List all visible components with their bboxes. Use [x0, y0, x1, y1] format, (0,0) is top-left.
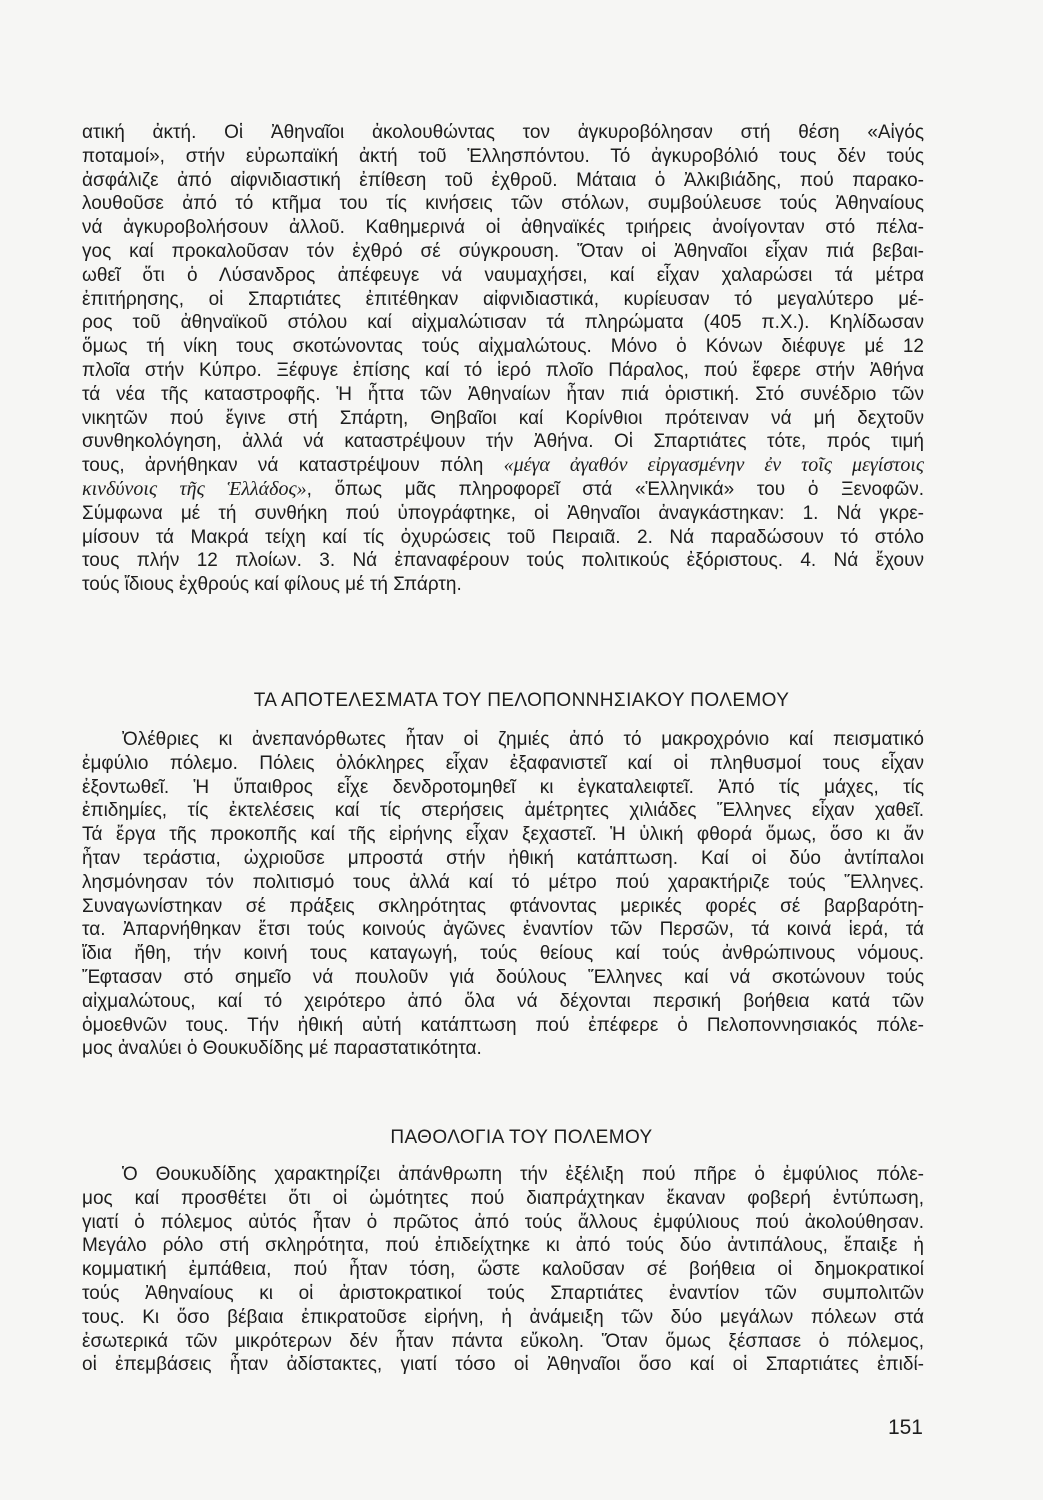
text-line: ἴδια ἤθη, τήν κοινή τους καταγωγή, τούς θείους καί τούς ἀνθρώπινους νόμους.	[82, 943, 924, 965]
text-line: ατική ἀκτή. Οἱ Ἀθηναῖοι ἀκολουθώντας τον ἀγκυροβόλησαν στή θέση «Αἰγός	[82, 122, 924, 143]
text-line: κομματική ἐμπάθεια, πού ἦταν τόση, ὥστε καλοῦσαν σέ βοήθεια οἱ δημοκρατικοί	[82, 1259, 924, 1281]
text-line: ποταμοί», στήν εὐρωπαϊκή ἀκτή τοῦ Ἑλλησπόντου. Τό ἀγκυροβόλιό τους δέν τούς	[82, 145, 924, 167]
section-heading-pathology: ΠΑΘΟΛΟΓΙΑ ΤΟΥ ΠΟΛΕΜΟΥ	[390, 1127, 653, 1148]
text-line: τά νέα τῆς καταστροφῆς. Ἡ ἧττα τῶν Ἀθηναίων ἦταν πιά ὁριστική. Στό συνέδριο τῶν	[82, 383, 924, 405]
text-line: τα. Ἀπαρνήθηκαν ἔτσι τούς κοινούς ἀγῶνες ἐναντίον τῶν Περσῶν, τά κοινά ἱερά, τά	[82, 919, 924, 941]
text-line: ἦταν τεράστια, ὠχριοῦσε μπροστά στήν ἠθική κατάπτωση. Καί οἱ δύο ἀντίπαλοι	[82, 847, 924, 869]
text-line: μίσουν τά Μακρά τείχη καί τίς ὀχυρώσεις τοῦ Πειραιᾶ. 2. Νά παραδώσουν τό στόλο	[82, 526, 924, 548]
text-line: Τά ἔργα τῆς προκοπῆς καί τῆς εἰρήνης εἶχαν ξεχαστεῖ. Ἡ ὑλική φθορά ὅμως, ὅσο κι ἄν	[82, 824, 924, 846]
text-line: λησμόνησαν τόν πολιτισμό τους ἀλλά καί τό μέτρο πού χαρακτήριζε τούς Ἕλληνες.	[82, 871, 924, 893]
text-line: συνθηκολόγηση, ἀλλά νά καταστρέψουν τήν Ἀθήνα. Οἱ Σπαρτιάτες τότε, πρός τιμή	[82, 431, 924, 453]
text-line: Σύμφωνα μέ τή συνθήκη πού ὑπογράφτηκε, οἱ Ἀθηναῖοι ἀναγκάστηκαν: 1. Νά γκρε-	[82, 502, 924, 524]
text-line: τούς Ἀθηναίους κι οἱ ἀριστοκρατικοί τούς Σπαρτιάτες ἐναντίον τῶν συμπολιτῶν	[82, 1282, 924, 1304]
text-line: τούς ἴδιους ἐχθρούς καί φίλους μέ τή Σπάρτη.	[82, 574, 462, 596]
text-line: μος καί προσθέτει ὅτι οἱ ὠμότητες πού διαπράχτηκαν ἔκαναν φοβερή ἐντύπωση,	[82, 1187, 924, 1209]
text-line: ἐπιδημίες, τίς ἐκτελέσεις καί τίς στερήσεις ἀμέτρητες χιλιάδες Ἕλληνες εἶχαν χαθεῖ.	[82, 800, 924, 822]
text-line: μος ἀναλύει ὁ Θουκυδίδης μέ παραστατικότητα.	[82, 1038, 482, 1060]
text-line: γος καί προκαλοῦσαν τόν ἐχθρό σέ σύγκρουση. Ὅταν οἱ Ἀθηναῖοι εἶχαν πιά βεβαι-	[82, 240, 924, 262]
text-line: τους πλήν 12 πλοίων. 3. Νά ἐπαναφέρουν τούς πολιτικούς ἐξόριστους. 4. Νά ἔχουν	[82, 550, 924, 572]
text-line: νά ἀγκυροβολήσουν ἀλλοῦ. Καθημερινά οἱ ἀθηναϊκές τριήρεις ἀνοίγονταν στό πέλα-	[82, 217, 924, 239]
text-line: Ἔφτασαν στό σημεῖο νά πουλοῦν γιά δούλους Ἕλληνες καί νά σκοτώνουν τούς	[82, 966, 924, 988]
text-line: ἐσωτερικά τῶν μικρότερων δέν ἦταν πάντα εὔκολη. Ὅταν ὅμως ξέσπασε ὁ πόλεμος,	[82, 1330, 924, 1352]
section-1-text	[82, 121, 924, 597]
text-line	[82, 454, 924, 478]
line-text: , ὅπως μᾶς πληροφορεῖ στά «Ἑλληνικά» του ὁ Ξενοφῶν.	[306, 478, 924, 500]
text-line: αἰχμαλώτους, καί τό χειρότερο ἀπό ὅλα νά δέχονται περσική βοήθεια κατά τῶν	[82, 990, 924, 1012]
text-line: λουθοῦσε ἀπό τό κτῆμα του τίς κινήσεις τῶν στόλων, συμβούλευσε τούς Ἀθηναίους	[82, 193, 924, 215]
line-text: τους, ἀρνήθηκαν νά καταστρέψουν πόλη	[82, 455, 504, 477]
text-line: γιατί ὁ πόλεμος αὐτός ἦταν ὁ πρῶτος ἀπό τούς ἄλλους ἐμφύλιους πού ἀκολούθησαν.	[82, 1211, 924, 1233]
text-line	[82, 478, 924, 502]
text-line: νικητῶν πού ἔγινε στή Σπάρτη, Θηβαῖοι καί Κορίνθιοι πρότειναν νά μή δεχτοῦν	[82, 407, 924, 429]
xenophon-quote: «μέγα ἀγαθόν εἰργασμένην ἐν τοῖς μεγίστοις	[503, 454, 925, 477]
text-line: τους. Κι ὅσο βέβαια ἐπικρατοῦσε εἰρήνη, ἡ ἀνάμειξη τῶν δύο μεγάλων πόλεων στά	[82, 1306, 924, 1328]
text-line: ἀσφάλιζε ἀπό αἰφνιδιαστική ἐπίθεση τοῦ ἐχθροῦ. Μάταια ὁ Ἀλκιβιάδης, πού παρακο-	[82, 169, 924, 191]
page-number: 151	[887, 1416, 923, 1439]
text-line: Ὁ Θουκυδίδης χαρακτηρίζει ἀπάνθρωπη τήν ἐξέλιξη πού πῆρε ὁ ἐμφύλιος πόλε-	[122, 1164, 924, 1185]
section-heading-results: ΤΑ ΑΠΟΤΕΛΕΣΜΑΤΑ ΤΟΥ ΠΕΛΟΠΟΝΝΗΣΙΑΚΟΥ ΠΟΛΕΜΟΥ	[253, 690, 790, 711]
text-line: Μεγάλο ρόλο στή σκληρότητα, πού ἐπιδείχτηκε κι ἀπό τούς δύο ἀντιπάλους, ἔπαιξε ἡ	[82, 1235, 924, 1257]
text-line: ἐξοντωθεῖ. Ἡ ὕπαιθρος εἶχε δενδροτομηθεῖ κι ἐγκαταλειφτεῖ. Ἀπό τίς μάχες, τίς	[82, 776, 924, 798]
text-line: ἐμφύλιο πόλεμο. Πόλεις ὁλόκληρες εἶχαν ἐξαφανιστεῖ καί οἱ πληθυσμοί τους εἶχαν	[82, 752, 924, 774]
text-line: ρος τοῦ ἀθηναϊκοῦ στόλου καί αἰχμαλώτισαν τά πληρώματα (405 π.Χ.). Κηλίδωσαν	[82, 312, 924, 334]
xenophon-quote-end: κινδύνοις τῆς Ἑλλάδος»	[82, 477, 307, 500]
text-line: ωθεῖ ὅτι ὁ Λύσανδρος ἀπέφευγε νά ναυμαχήσει, καί εἶχαν χαλαρώσει τά μέτρα	[82, 264, 924, 286]
text-line: πλοῖα στήν Κύπρο. Ξέφυγε ἐπίσης καί τό ἱερό πλοῖο Πάραλος, πού ἔφερε στήν Ἀθήνα	[82, 359, 924, 381]
text-line: ἐπιτήρησης, οἱ Σπαρτιάτες ἐπιτέθηκαν αἰφνιδιαστικά, κυρίευσαν τό μεγαλύτερο μέ-	[82, 288, 924, 310]
section-3-text	[82, 1163, 924, 1377]
text-line: Ὀλέθριες κι ἀνεπανόρθωτες ἦταν οἱ ζημιές ἀπό τό μακροχρόνιο καί πεισματικό	[122, 729, 924, 750]
text-line: οἱ ἐπεμβάσεις ἦταν ἀδίστακτες, γιατί τόσο οἱ Ἀθηναῖοι ὅσο καί οἱ Σπαρτιάτες ἐπιδί-	[82, 1354, 924, 1376]
section-2-text	[82, 728, 924, 1061]
text-line: Συναγωνίστηκαν σέ πράξεις σκληρότητας φτάνοντας μερικές φορές σέ βαρβαρότη-	[82, 895, 924, 917]
text-line: ὁμοεθνῶν τους. Τήν ἠθική αὐτή κατάπτωση πού ἐπέφερε ὁ Πελοποννησιακός πόλε-	[82, 1014, 924, 1036]
text-line: ὅμως τή νίκη τους σκοτώνοντας τούς αἰχμαλώτους. Μόνο ὁ Κόνων διέφυγε μέ 12	[82, 336, 924, 358]
